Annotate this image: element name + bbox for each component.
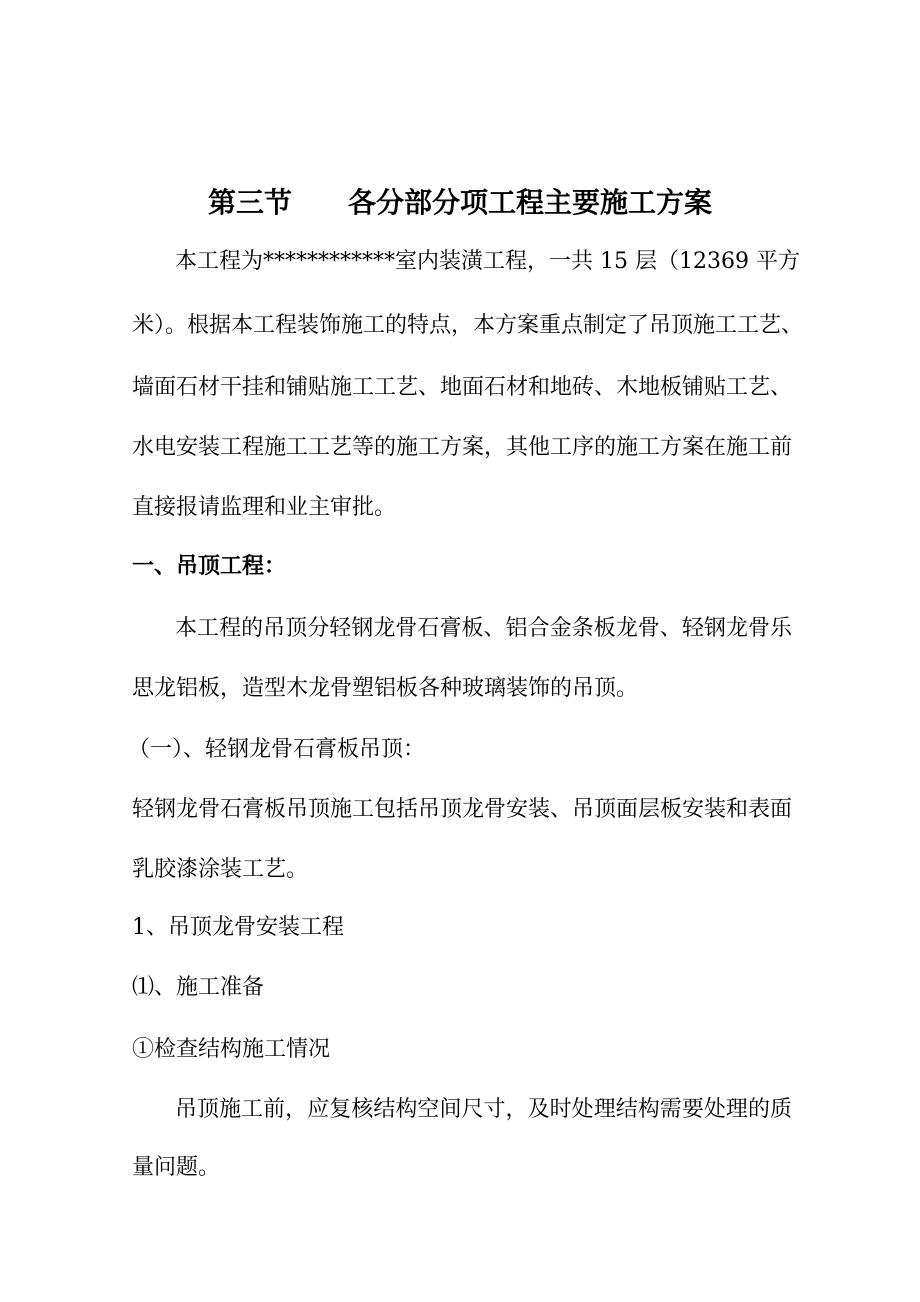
subheading-gypsum-ceiling: （一）、轻钢龙骨石膏板吊顶： [128, 737, 426, 762]
page-title [0, 185, 920, 221]
item-ceiling-keel-installation: 1、吊顶龙骨安装工程 [132, 915, 344, 940]
gypsum-line-1: 轻钢龙骨石膏板吊顶施工包括吊顶龙骨安装、吊顶面层板安装和表面 [132, 797, 793, 822]
section-number: 第三节 [207, 186, 292, 219]
check-line-1: 吊顶施工前，应复核结构空间尺寸，及时处理结构需要处理的质 [175, 1097, 792, 1122]
gypsum-line-2: 乳胶漆涂装工艺。 [132, 857, 309, 882]
intro-line-4: 水电安装工程施工工艺等的施工方案，其他工序的施工方案在施工前 [132, 435, 793, 460]
intro-line-1: 本工程为************室内装潢工程，一共 15 层（12369 平方 [175, 249, 800, 274]
intro-line-3: 墙面石材干挂和铺贴施工工艺、地面石材和地砖、木地板铺贴工艺、 [132, 375, 793, 400]
item-check-structure: ①检查结构施工情况 [132, 1037, 331, 1062]
item-construction-preparation: ⑴、施工准备 [132, 975, 265, 1000]
check-line-2: 量问题。 [132, 1155, 221, 1180]
section-title: 各分部分项工程主要施工方案 [348, 186, 713, 219]
ceiling-line-1: 本工程的吊顶分轻钢龙骨石膏板、铝合金条板龙骨、轻钢龙骨乐 [175, 616, 792, 641]
intro-line-5: 直接报请监理和业主审批。 [132, 495, 397, 520]
ceiling-line-2: 思龙铝板，造型木龙骨塑铝板各种玻璃装饰的吊顶。 [132, 676, 639, 701]
intro-line-2: 米）。根据本工程装饰施工的特点，本方案重点制定了吊顶施工工艺、 [132, 313, 804, 338]
heading-ceiling-works: 一、吊顶工程： [132, 554, 287, 579]
